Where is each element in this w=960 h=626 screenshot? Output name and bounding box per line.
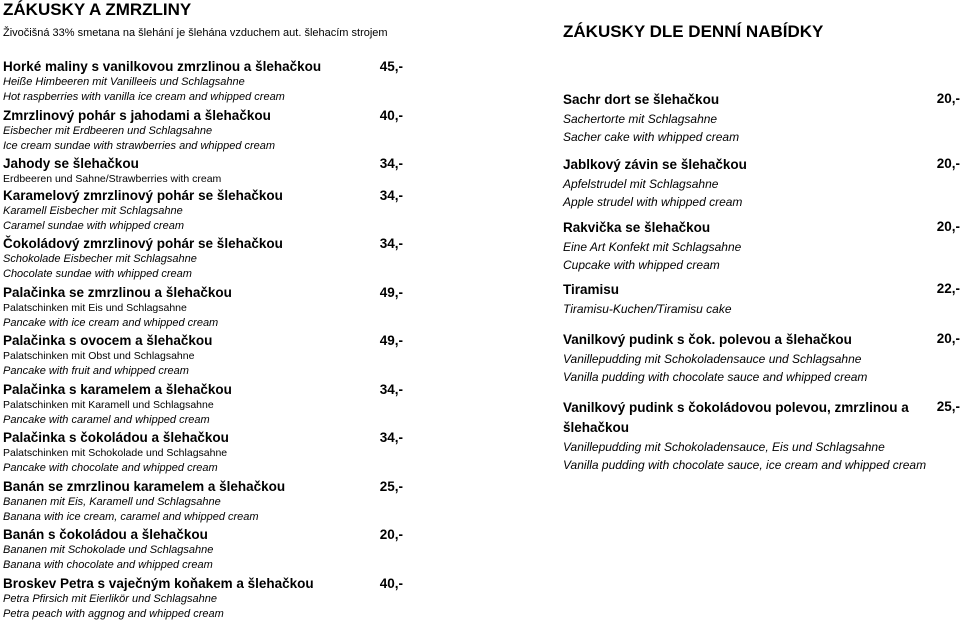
menu-item — [3, 381, 403, 432]
description-de: Apfelstrudel mit Schlagsahne — [563, 177, 719, 191]
description-de: Karamell Eisbecher mit Schlagsahne — [3, 204, 183, 217]
dessert-price: 49,- — [379, 284, 403, 300]
dessert-name: Banán s čokoládou a šlehačkou — [3, 527, 208, 542]
dessert-name: Palačinka s čokoládou a šlehačkou — [3, 430, 229, 445]
dessert-price: 20,- — [936, 331, 960, 346]
description-de: Sachertorte mit Schlagsahne — [563, 112, 718, 126]
dessert-name: Broskev Petra s vaječným koňakem a šlehačkou — [3, 575, 314, 591]
dessert-name: Jahody se šlehačkou — [3, 156, 139, 171]
menu-item — [3, 332, 403, 383]
description-en: Petra peach with aggnog and whipped cream — [3, 607, 224, 620]
description-de: Eine Art Konfekt mit Schlagsahne — [563, 240, 742, 254]
description-de: Tiramisu-Kuchen/Tiramisu cake — [563, 302, 732, 316]
dessert-name: Sachr dort se šlehačkou — [563, 92, 720, 107]
dessert-price: 34,- — [379, 381, 403, 397]
description-de: Palatschinken mit Eis und Schlagsahne — [3, 301, 187, 314]
menu-item — [3, 526, 403, 577]
dessert-name: Vanilkový pudink s čokoládovou polevou, zmrzlinou a šlehačkou — [563, 400, 909, 435]
description-en: Banana with ice cream, caramel and whipped cream — [3, 510, 259, 523]
menu-item — [3, 575, 403, 626]
description-en: Apple strudel with whipped cream — [563, 195, 743, 209]
dessert-name: Horké maliny s vanilkovou zmrzlinou a šlehačkou — [3, 59, 322, 74]
page-title: ZÁKUSKY A ZMRZLINY — [3, 0, 192, 19]
dessert-price: 40,- — [379, 107, 403, 123]
dessert-name: Palačinka s karamelem a šlehačkou — [3, 381, 232, 397]
menu-item — [563, 330, 960, 400]
description-de: Vanillepudding mit Schokoladensauce, Eis und Schlagsahne — [563, 440, 885, 454]
description-de: Erdbeeren und Sahne/Strawberries with cream — [3, 173, 222, 185]
dessert-name: Palačinka se zmrzlinou a šlehačkou — [3, 284, 232, 300]
dessert-price: 49,- — [379, 333, 403, 348]
menu-item — [3, 429, 403, 480]
dessert-name: Jablkový závin se šlehačkou — [563, 157, 747, 172]
description-en: Pancake with caramel and whipped cream — [3, 413, 210, 426]
description-de: Heiße Himbeeren mit Vanilleeis und Schlagsahne — [3, 76, 245, 88]
description-de: Vanillepudding mit Schokoladensauce und Schlagsahne — [563, 352, 862, 366]
menu-item — [3, 155, 403, 189]
right-section-title: ZÁKUSKY DLE DENNÍ NABÍDKY — [563, 22, 824, 41]
dessert-name: Banán se zmrzlinou karamelem a šlehačkou — [3, 478, 286, 494]
dessert-price: 34,- — [379, 156, 403, 171]
dessert-name: Čokoládový zmrzlinový pohár se šlehačkou — [3, 236, 283, 251]
description-de: Eisbecher mit Erdbeeren und Schlagsahne — [3, 124, 213, 137]
dessert-price: 34,- — [379, 430, 403, 445]
menu-item — [563, 155, 960, 225]
dessert-name: Palačinka s ovocem a šlehačkou — [3, 333, 213, 348]
description-de: Palatschinken mit Schokolade und Schlagsahne — [3, 447, 228, 459]
description-en: Vanilla pudding with chocolate sauce and whipped cream — [563, 370, 868, 384]
menu-item — [3, 478, 403, 529]
menu-item — [3, 58, 403, 109]
dessert-name: Karamelový zmrzlinový pohár se šlehačkou — [3, 187, 283, 203]
menu-item — [3, 284, 403, 335]
dessert-name: Rakvička se šlehačkou — [563, 220, 711, 235]
description-en: Ice cream sundae with strawberries and whipped cream — [3, 139, 276, 152]
dessert-name: Tiramisu — [563, 282, 620, 297]
description-en: Chocolate sundae with whipped cream — [3, 268, 192, 280]
dessert-price: 40,- — [379, 575, 403, 591]
description-de: Schokolade Eisbecher mit Schlagsahne — [3, 253, 197, 265]
dessert-price: 20,- — [936, 91, 960, 106]
dessert-price: 22,- — [936, 281, 960, 296]
dessert-price: 25,- — [936, 399, 960, 414]
menu-item — [563, 218, 960, 288]
menu-item — [3, 235, 403, 286]
description-de: Bananen mit Eis, Karamell und Schlagsahne — [3, 495, 221, 508]
description-en: Pancake with chocolate and whipped cream — [3, 462, 218, 474]
dessert-name: Zmrzlinový pohár s jahodami a šlehačkou — [3, 107, 271, 123]
description-en: Pancake with ice cream and whipped cream — [3, 316, 219, 329]
description-en: Vanilla pudding with chocolate sauce, ice cream and whipped cream — [563, 458, 927, 472]
description-en: Pancake with fruit and whipped cream — [3, 365, 189, 377]
dessert-name: Vanilkový pudink s čok. polevou a šlehačkou — [563, 332, 852, 347]
menu-item — [3, 107, 403, 158]
dessert-price: 20,- — [379, 527, 403, 542]
menu-item — [3, 187, 403, 238]
description-en: Banana with chocolate and whipped cream — [3, 559, 213, 571]
description-de: Bananen mit Schokolade und Schlagsahne — [3, 544, 214, 556]
description-de: Petra Pfirsich mit Eierlikör und Schlagsahne — [3, 592, 217, 605]
dessert-price: 25,- — [379, 478, 403, 494]
description-en: Sacher cake with whipped cream — [563, 130, 740, 144]
description-en: Hot raspberries with vanilla ice cream and whipped cream — [3, 91, 285, 103]
page-subtitle: Živočišná 33% smetana na šlehání je šlehána vzduchem aut. šlehacím strojem — [3, 27, 388, 39]
dessert-price: 20,- — [936, 156, 960, 171]
dessert-price: 34,- — [379, 236, 403, 251]
dessert-price: 45,- — [379, 59, 403, 74]
description-de: Palatschinken mit Karamell und Schlagsahne — [3, 398, 214, 411]
menu-item — [563, 90, 960, 160]
description-en: Caramel sundae with whipped cream — [3, 219, 184, 232]
menu-item — [563, 398, 960, 472]
description-en: Cupcake with whipped cream — [563, 258, 720, 272]
description-de: Palatschinken mit Obst und Schlagsahne — [3, 350, 195, 362]
dessert-price: 20,- — [936, 219, 960, 234]
dessert-price: 34,- — [379, 187, 403, 203]
